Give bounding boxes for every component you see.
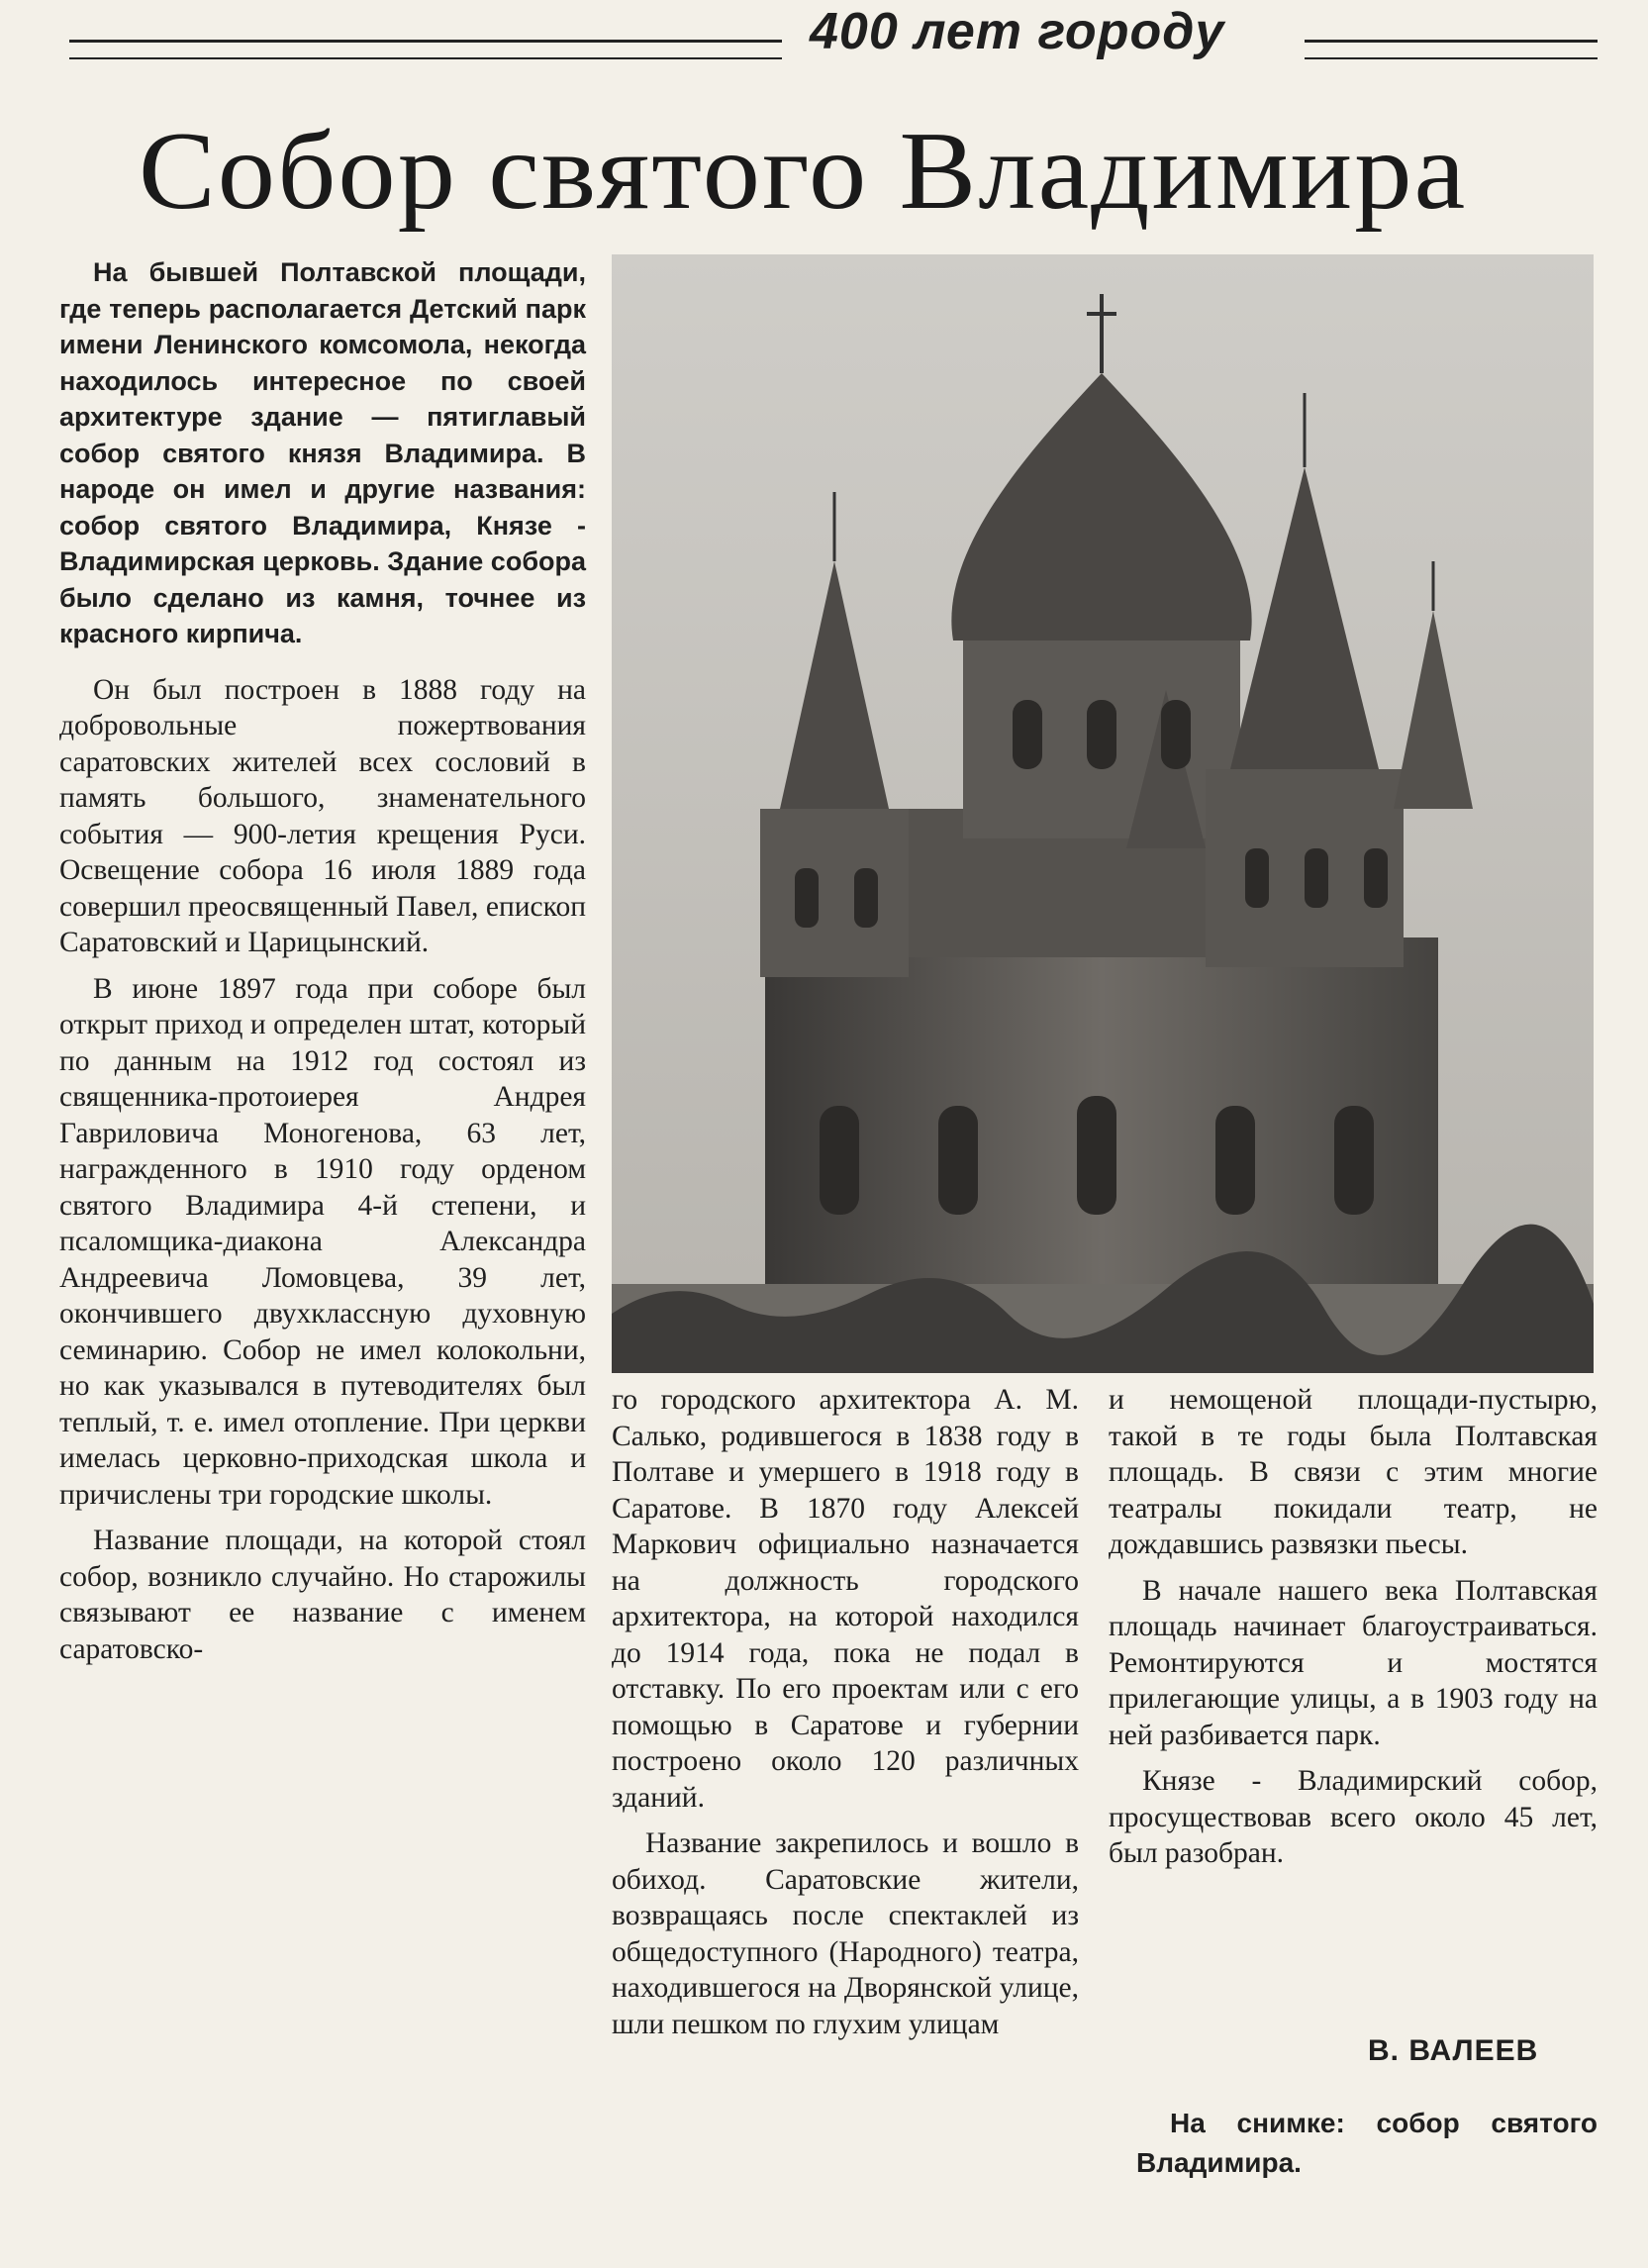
- column-right: [1109, 1382, 1598, 1872]
- photo-caption: [1136, 2104, 1598, 2183]
- rubric-rule-right-top: [1305, 40, 1598, 43]
- cathedral-illustration: [612, 254, 1594, 1373]
- paragraph: Название закрепилось и вошло в обиход. Саратовские жители, возвращаясь после спектаклей из общедоступного (Народного) театра, находившегося на Дворянской улице, шли пешком по глухим улицам: [612, 1827, 1079, 2040]
- cathedral-photo: [612, 254, 1594, 1373]
- rubric-rule-left-bottom: [69, 57, 782, 59]
- paragraph: В июне 1897 года при соборе был открыт приход и определен штат, который по данным на 1912 год состоял из священника-протоиерея Андрея Гавриловича Моногенова, 63 лет, награжденного в 1910 году орденом святого Владимира 4-й степени, и псаломщика-диакона Александра Андреевича Ломовцева, 39 лет, окончившего двухклассную духовную семинарию. Собор не имел колокольни, но как указывался в путеводителях был теплый, т. е. имел отопление. При церкви имелась церковно-приходская школа и причислены три городские школы.: [59, 972, 586, 1511]
- paragraph: Он был построен в 1888 году на добровольные пожертвования саратовских жителей всех сословий в память большого, знаменательного события — 900-летия крещения Руси. Освещение собора 16 июля 1889 года совершил преосвященный Павел, епископ Саратовский и Царицынский.: [59, 673, 586, 958]
- paragraph: Князе - Владимирский собор, просуществовав всего около 45 лет, был разобран.: [1109, 1765, 1598, 1869]
- author-signature: В. ВАЛЕЕВ: [1368, 2034, 1539, 2067]
- rubric-rule-left-top: [69, 40, 782, 43]
- lead-paragraph: На бывшей Полтавской площади, где теперь располагается Детский парк имени Ленинского комсомола, некогда находилось интересное по своей архитектуре здание — пятиглавый собор святого князя Владимира. В народе он имел и другие названия: собор святого Владимира, Князе - Владимирская церковь. Здание собора было сделано из камня, точнее из красного кирпича.: [59, 257, 586, 648]
- paragraph: го городского архитектора А. М. Салько, родившегося в 1838 году в Полтаве и умершего в 1918 году в Саратове. В 1870 году Алексей Маркович официально назначается на должность городского архитектора, на которой находился до 1914 года, пока не подал в отставку. По его проектам или с его помощью в Саратове и губернии построено около 120 различных зданий.: [612, 1384, 1079, 1814]
- article-headline: Собор святого Владимира: [139, 110, 1468, 233]
- paragraph: Название площади, на которой стоял собор, возникло случайно. Но старожилы связывают ее название с именем саратовско-: [59, 1525, 586, 1665]
- paragraph: и немощеной площади-пустырю, такой в те годы была Полтавская площадь. В связи с этим многие театралы покидали театр, не дождавшись развязки пьесы.: [1109, 1384, 1598, 1560]
- column-left: [59, 254, 586, 1667]
- paragraph: В начале нашего века Полтавская площадь начинает благоустраиваться. Ремонтируются и мостятся прилегающие улицы, а в 1903 году на ней разбивается парк.: [1109, 1574, 1598, 1751]
- rubric-title: 400 лет городу: [810, 3, 1225, 60]
- rubric-rule-right-bottom: [1305, 57, 1598, 59]
- column-middle: [612, 1382, 1079, 2042]
- photo-caption-text: На снимке: собор святого Владимира.: [1136, 2108, 1598, 2178]
